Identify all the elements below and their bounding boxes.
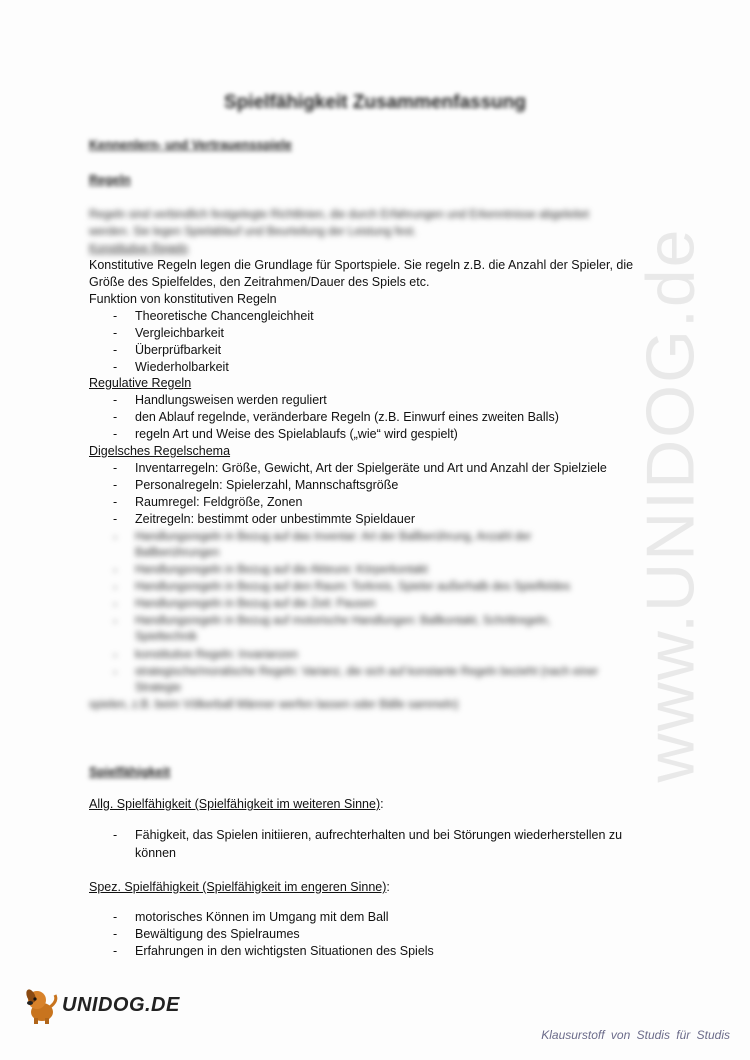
section-heading-kennenlern: Kennenlern- und Vertrauensspiele bbox=[89, 138, 292, 152]
list-item: Vergleichbarkeit bbox=[135, 326, 224, 340]
bullet: - bbox=[113, 910, 118, 924]
list-item: motorisches Können im Umgang mit dem Ball bbox=[135, 910, 389, 924]
allg-heading: Allg. Spielfähigkeit (Spielfähigkeit im weiteren Sinne) bbox=[89, 797, 381, 811]
list-item: Bewältigung des Spielraumes bbox=[135, 927, 300, 941]
footer-tagline: Klausurstoff von Studis für Studis bbox=[541, 1028, 730, 1042]
list-item: Handlungsweisen werden reguliert bbox=[135, 393, 327, 407]
spez-heading: Spez. Spielfähigkeit (Spielfähigkeit im engeren Sinne) bbox=[89, 880, 387, 894]
bullet: - bbox=[113, 597, 118, 611]
spez-colon: : bbox=[386, 880, 390, 894]
blurred-item: Handlungsregeln in Bezug auf motorische Handlungen: Ballkontakt, Schrittregeln, bbox=[135, 615, 551, 627]
dog-mascot-icon bbox=[22, 985, 60, 1025]
list-item: Personalregeln: Spielerzahl, Mannschaftsgröße bbox=[135, 478, 399, 492]
bullet: - bbox=[113, 614, 118, 628]
bullet: - bbox=[113, 393, 118, 407]
intro-text-2: werden. Sie legen Spielablauf und Beurteilung der Leistung fest. bbox=[89, 226, 417, 238]
bullet: - bbox=[113, 927, 118, 941]
konstitutive-text-1: Konstitutive Regeln legen die Grundlage für Sportspiele. Sie regeln z.B. die Anzahl der Spieler, die bbox=[89, 258, 634, 272]
blurred-item: Spieltechnik bbox=[135, 631, 198, 643]
blurred-item: Handlungsregeln in Bezug auf die Zeit: Pausen bbox=[135, 598, 376, 610]
list-item: Wiederholbarkeit bbox=[135, 360, 229, 374]
bullet: - bbox=[113, 828, 118, 842]
bullet: - bbox=[113, 512, 118, 526]
regulative-heading: Regulative Regeln bbox=[89, 376, 192, 390]
bullet: - bbox=[113, 360, 118, 374]
list-item: Zeitregeln: bestimmt oder unbestimmte Spieldauer bbox=[135, 512, 415, 526]
list-item: Erfahrungen in den wichtigsten Situationen des Spiels bbox=[135, 944, 434, 958]
blurred-item: Ballberührungen bbox=[135, 547, 220, 559]
konstitutive-heading: Konstitutive Regeln bbox=[89, 243, 189, 255]
bullet: - bbox=[113, 648, 118, 662]
logo-text: UNIDOG.DE bbox=[62, 993, 180, 1016]
bullet: - bbox=[113, 563, 118, 577]
bullet: - bbox=[113, 427, 118, 441]
bullet: - bbox=[113, 580, 118, 594]
list-item: regeln Art und Weise des Spielablaufs („wie“ wird gespielt) bbox=[135, 427, 458, 441]
allg-heading-row bbox=[89, 796, 384, 812]
list-item: Inventarregeln: Größe, Gewicht, Art der Spielgeräte und Art und Anzahl der Spielziele bbox=[135, 461, 607, 475]
intro-text-1: Regeln sind verbindlich festgelegte Richtlinien, die durch Erfahrungen und Erkenntnisse abgeleitet bbox=[89, 209, 589, 221]
list-item: Überprüfbarkeit bbox=[135, 343, 222, 357]
allg-colon: : bbox=[380, 797, 384, 811]
digel-heading: Digelsches Regelschema bbox=[89, 444, 231, 458]
list-item: Fähigkeit, das Spielen initiieren, aufrechterhalten und bei Störungen wiederherstellen zu bbox=[135, 828, 623, 842]
bullet: - bbox=[113, 665, 118, 679]
page-title: Spielfähigkeit Zusammenfassung bbox=[224, 92, 526, 113]
blurred-item: strategische/moralische Regeln: Varianz, die sich auf konstante Regeln bezieht (nach einer bbox=[135, 666, 599, 678]
bullet: - bbox=[113, 410, 118, 424]
subheading-regeln: Regeln bbox=[89, 173, 131, 187]
bullet: - bbox=[113, 343, 118, 357]
funktion-label: Funktion von konstitutiven Regeln bbox=[89, 292, 277, 306]
list-item: Raumregel: Feldgröße, Zonen bbox=[135, 495, 303, 509]
list-item: Theoretische Chancengleichheit bbox=[135, 309, 314, 323]
section-heading-spielfaehigkeit: Spielfähigkeit bbox=[89, 765, 171, 779]
bullet: - bbox=[113, 309, 118, 323]
konstitutive-text-2: Größe des Spielfeldes, den Zeitrahmen/Dauer des Spiels etc. bbox=[89, 275, 430, 289]
blurred-item: Handlungsregeln in Bezug auf die Akteure: Körperkontakt bbox=[135, 564, 428, 576]
bullet: - bbox=[113, 530, 118, 544]
list-item: den Ablauf regelnde, veränderbare Regeln (z.B. Einwurf eines zweiten Balls) bbox=[135, 410, 559, 424]
bullet: - bbox=[113, 326, 118, 340]
blurred-item: Strategie bbox=[135, 682, 182, 694]
unidog-logo[interactable] bbox=[22, 985, 180, 1025]
blurred-item: Handlungsregeln in Bezug auf den Raum: Torkreis, Spieler außerhalb des Spielfeldes bbox=[135, 581, 571, 593]
blurred-item: konstitutive Regeln: Invarianzen bbox=[135, 649, 299, 661]
watermark: www.UNIDOG.de bbox=[632, 227, 708, 783]
bullet: - bbox=[113, 478, 118, 492]
spez-heading-row bbox=[89, 879, 390, 895]
bullet: - bbox=[113, 944, 118, 958]
bullet: - bbox=[113, 461, 118, 475]
blurred-footer-line: spielen, z.B. beim Völkerball Männer werfen lassen oder Bälle sammeln) bbox=[89, 699, 459, 711]
list-item-cont: können bbox=[135, 846, 177, 860]
bullet: - bbox=[113, 495, 118, 509]
blurred-item: Handlungsregeln in Bezug auf das Inventar: Art der Ballberührung, Anzahl der bbox=[135, 531, 532, 543]
